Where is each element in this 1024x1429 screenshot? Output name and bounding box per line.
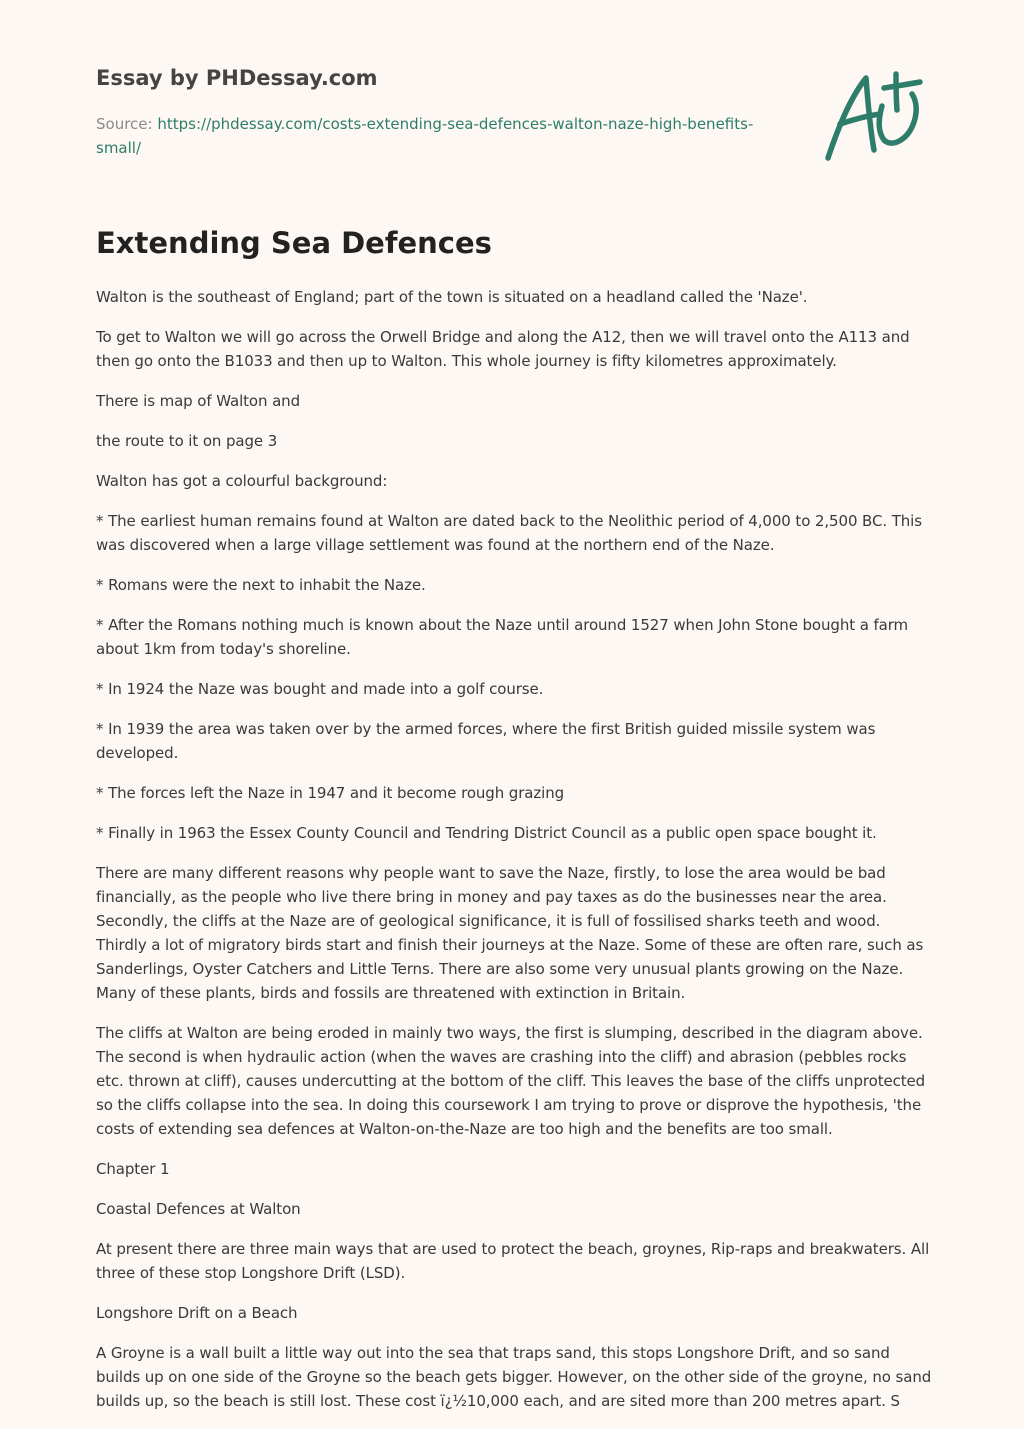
a-plus-logo-icon <box>816 66 926 166</box>
paragraph: the route to it on page 3 <box>96 432 278 450</box>
brand-title: Essay by PHDessay.com <box>96 66 378 90</box>
paragraph: At present there are three main ways that are used to protect the beach, groynes, Rip-raps and breakwaters. All three of these stop Longshore Drift (LSD). <box>96 1240 930 1282</box>
paragraph: * After the Romans nothing much is known about the Naze until around 1527 when John Stone bought a farm about 1km from today's shoreline. <box>96 616 909 658</box>
paragraph: * Finally in 1963 the Essex County Council and Tendring District Council as a public open space bought it. <box>96 824 877 842</box>
paragraph: * The earliest human remains found at Walton are dated back to the Neolithic period of 4,000 to 2,500 BC. This was discovered when a large village settlement was found at the northern end of the Naze. <box>96 512 922 554</box>
section-heading: Coastal Defences at Walton <box>96 1200 301 1218</box>
paragraph: * In 1939 the area was taken over by the armed forces, where the first British guided missile system was developed. <box>96 720 876 762</box>
paragraph: A Groyne is a wall built a little way out into the sea that traps sand, this stops Longshore Drift, and so sand builds up on one side of the Groyne so the beach gets bigger. However, on the other side of the groyne, no sand builds up, so the beach is still lost. These cost ï¿½10,000 each, and are sited more than 200 metres apart. S <box>96 1344 932 1410</box>
paragraph: Walton has got a colourful background: <box>96 472 388 490</box>
paragraph: The cliffs at Walton are being eroded in mainly two ways, the first is slumping, described in the diagram above. The second is when hydraulic action (when the waves are crashing into the cliff) and abrasion (pebbles rocks etc. thrown at cliff), causes undercutting at the bottom of the cliff. This leaves the base of the cliffs unprotected so the cliffs collapse into the sea. In doing this coursework I am trying to prove or disprove the hypothesis, 'the costs of extending sea defences at Walton-on-the-Naze are too high and the benefits are too small. <box>96 1024 926 1138</box>
paragraph: * Romans were the next to inhabit the Naze. <box>96 576 426 594</box>
figure-caption: Longshore Drift on a Beach <box>96 1304 298 1322</box>
document-header <box>96 0 934 200</box>
paragraph: * In 1924 the Naze was bought and made into a golf course. <box>96 680 544 698</box>
essay-title: Extending Sea Defences <box>96 226 492 260</box>
paragraph: There are many different reasons why people want to save the Naze, firstly, to lose the area would be bad financially, as the people who live there bring in money and pay taxes as do the businesses near the area. Secondly, the cliffs at the Naze are of geological significance, it is full of fossilised sharks teeth and wood. Thirdly a lot of migratory birds start and finish their journeys at the Naze. Some of these are often rare, such as Sanderlings, Oyster Catchers and Little Terns. There are also some very unusual plants growing on the Naze. Many of these plants, birds and fossils are threatened with extinction in Britain. <box>96 864 924 1002</box>
essay-body <box>96 285 934 1429</box>
source-label: Source: <box>96 115 153 133</box>
document-page <box>96 0 934 1410</box>
paragraph: Walton is the southeast of England; part of the town is situated on a headland called the 'Naze'. <box>96 288 808 306</box>
source-line <box>96 112 776 160</box>
source-link[interactable]: https://phdessay.com/costs-extending-sea-defences-walton-naze-high-benefits-small/ <box>96 115 754 157</box>
paragraph: There is map of Walton and <box>96 392 300 410</box>
chapter-heading: Chapter 1 <box>96 1160 170 1178</box>
paragraph: To get to Walton we will go across the Orwell Bridge and along the A12, then we will travel onto the A113 and then go onto the B1033 and then up to Walton. This whole journey is fifty kilometres approximately. <box>96 328 910 370</box>
paragraph: * The forces left the Naze in 1947 and it become rough grazing <box>96 784 565 802</box>
